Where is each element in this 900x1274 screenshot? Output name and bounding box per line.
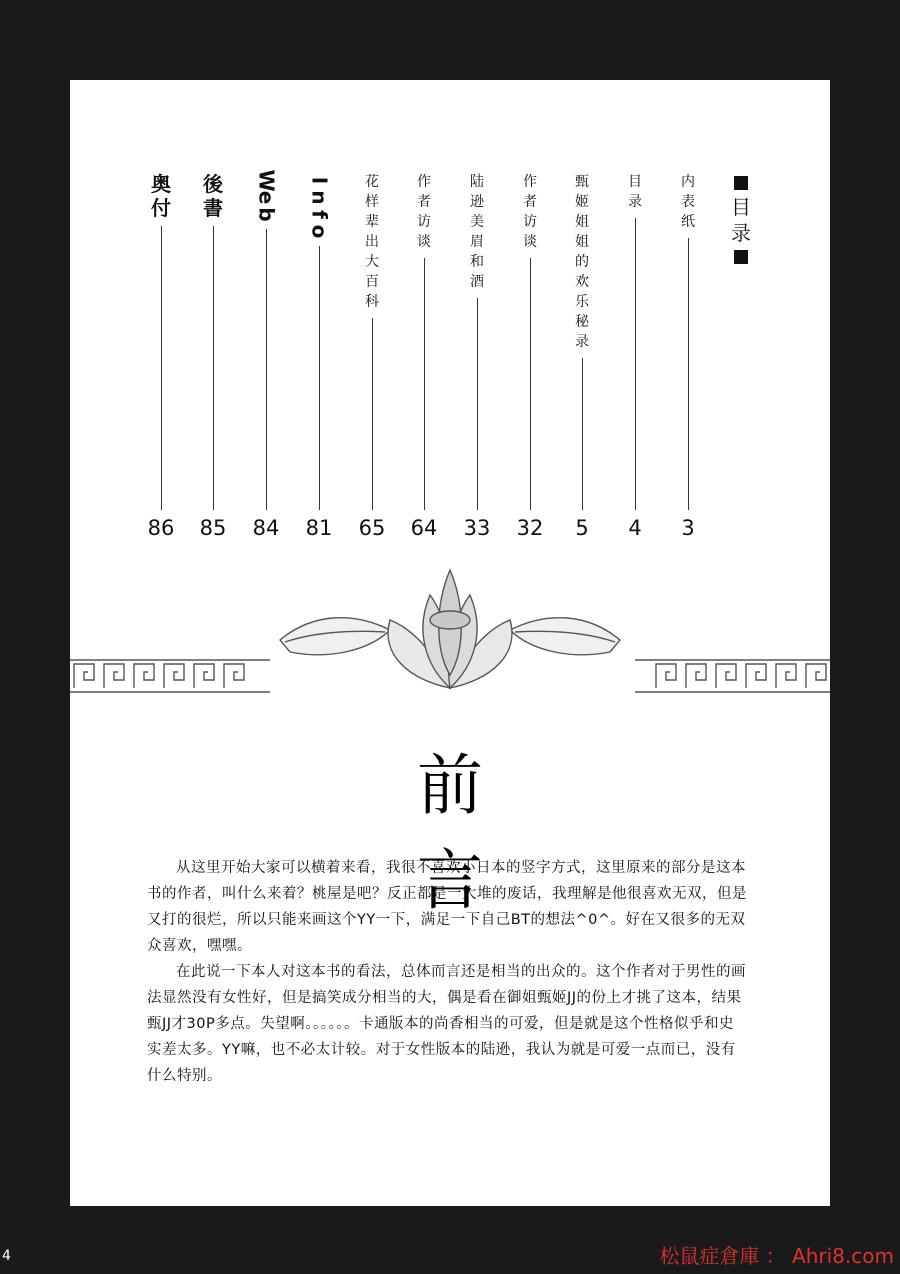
toc-leader-line bbox=[424, 258, 425, 510]
toc-entry-interview-1[interactable]: 作 者 访 谈 bbox=[523, 174, 537, 250]
toc-page-number: 64 bbox=[410, 516, 438, 540]
toc-leader-line bbox=[582, 358, 583, 510]
toc-entry-luxun-wine[interactable]: 陆 逊 美 眉 和 酒 bbox=[470, 174, 484, 290]
toc-entry-inner-cover[interactable]: 内 表 纸 bbox=[681, 174, 695, 230]
toc-heading-char: 目 bbox=[731, 195, 751, 219]
toc-leader-line bbox=[213, 226, 214, 510]
toc-entry-colophon[interactable]: 奥 付 bbox=[151, 172, 171, 220]
toc-leader-line bbox=[319, 246, 320, 510]
toc-page-number: 84 bbox=[252, 516, 280, 540]
toc-leader-line bbox=[688, 238, 689, 510]
toc-page-number: 85 bbox=[199, 516, 227, 540]
toc-page-number: 81 bbox=[305, 516, 333, 540]
preface-paragraph: 在此说一下本人对这本书的看法，总体而言还是相当的出众的。这个作者对于男性的画法显然没有女性好，但是搞笑成分相当的大，偶是看在御姐甄姬JJ的份上才挑了这本，结果甄JJ才30P多点。失望啊。。。。。。卡通版本的尚香相当的可爱，但是就是这个性格似乎和史实差太多。YY嘛，也不必太计较。对于女性版本的陆逊，我认为就是可爱一点而已，没有什么特别。 bbox=[147, 964, 746, 1084]
lotus-ornament-icon bbox=[70, 560, 830, 710]
toc-entry-interview-2[interactable]: 作 者 访 谈 bbox=[417, 174, 431, 250]
toc-leader-line bbox=[372, 318, 373, 510]
square-bullet-icon bbox=[734, 176, 748, 190]
toc-page-number: 5 bbox=[575, 516, 589, 540]
toc-leader-line bbox=[266, 229, 267, 510]
toc-entry-encyclopedia[interactable]: 花 样 辈 出 大 百 科 bbox=[365, 174, 379, 310]
page-number: 4 bbox=[2, 1248, 11, 1264]
toc-entry-contents[interactable]: 目 录 bbox=[628, 174, 642, 210]
watermark: 松鼠症倉庫 ： Ahri8.com bbox=[659, 1244, 894, 1268]
preface-body bbox=[147, 855, 747, 1089]
preface-paragraph: 从这里开始大家可以横着来看，我很不喜欢小日本的竖字方式，这里原来的部分是这本书的作者，叫什么来着？桃屋是吧？反正都是一大堆的废话，我理解是他很喜欢无双，但是又打的很烂，所以只能来画这个YY一下，满足一下自己BT的想法^0^。好在又很多的无双众喜欢，嘿嘿。 bbox=[147, 860, 747, 954]
toc-page-number: 86 bbox=[147, 516, 175, 540]
toc-page-number: 33 bbox=[463, 516, 491, 540]
toc-entry-web[interactable]: W e b bbox=[254, 169, 279, 222]
toc-leader-line bbox=[530, 258, 531, 510]
toc-page-number: 4 bbox=[628, 516, 642, 540]
toc-page-number: 65 bbox=[358, 516, 386, 540]
toc-leader-line bbox=[477, 298, 478, 510]
toc-entry-afterword[interactable]: 後 書 bbox=[203, 172, 223, 220]
toc-heading-char: 录 bbox=[731, 221, 751, 245]
toc-heading bbox=[730, 172, 752, 268]
toc-page-number: 3 bbox=[681, 516, 695, 540]
square-bullet-icon bbox=[734, 250, 748, 264]
toc-page-number: 32 bbox=[516, 516, 544, 540]
toc-entry-secret-record[interactable]: 甄 姬 姐 姐 的 欢 乐 秘 录 bbox=[575, 174, 589, 350]
toc-leader-line bbox=[635, 218, 636, 510]
preface-title: 前言 bbox=[417, 747, 547, 919]
toc-leader-line bbox=[161, 226, 162, 510]
toc-entry-info[interactable]: I n f o bbox=[307, 176, 332, 239]
